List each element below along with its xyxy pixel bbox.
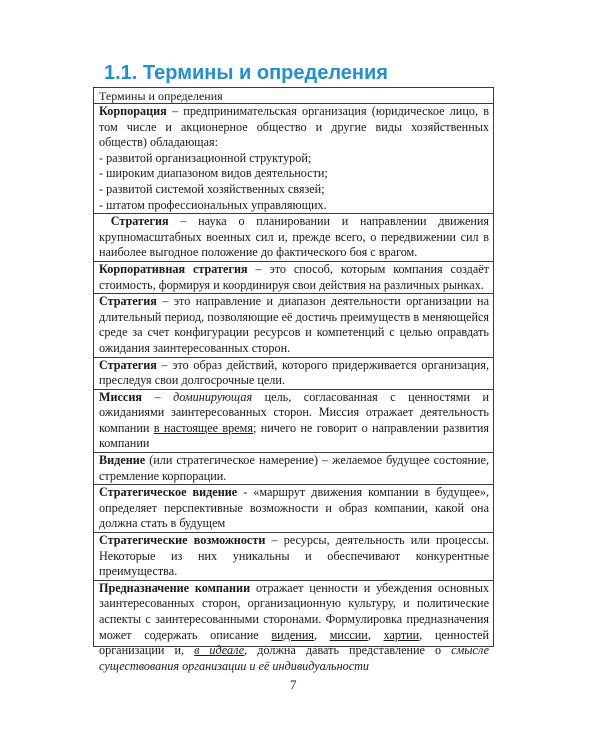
table-header: Термины и определения — [94, 88, 493, 104]
term-title: Стратегия — [99, 294, 157, 309]
term-row-strategic-vision — [94, 485, 493, 533]
term-definition: , должна давать представление о — [244, 643, 452, 658]
term-row-mission — [94, 390, 493, 453]
term-definition: , ценностей организации и, — [99, 627, 490, 658]
term-definition: – — [141, 389, 174, 404]
link-vision[interactable]: видения — [271, 627, 314, 642]
term-definition: – это образ действий, которого придерживается организация, преследуя свои долгосрочные цели. — [99, 357, 489, 388]
term-row-strategy-military — [94, 214, 493, 262]
section-heading: 1.1. Термины и определения — [104, 62, 388, 84]
terms-table — [93, 87, 494, 673]
link-charter[interactable]: хартии — [383, 627, 420, 642]
term-definition: ; ничего не говорит о направлении развития компании — [99, 420, 489, 451]
corporation-features-list — [99, 151, 489, 213]
list-item: - широким диапазоном видов деятельности; — [99, 166, 328, 181]
term-definition: – это направление и диапазон деятельности организации на длительный период, позволяющие её достичь преимуществ в меняющейся среде за счет конфигурации ресурсов и компетенций с целью оправдать ожидания заинтересованных сторон. — [99, 294, 489, 355]
term-row-corporate-strategy — [94, 262, 493, 294]
term-definition: – ресурсы, деятельность или процессы. Некоторые из них уникальны и обеспечивают конкурентные преимущества. — [99, 533, 490, 579]
italic-emphasis: смысле существования организации и её индивидуальности — [99, 643, 489, 673]
term-row-corporation — [94, 104, 493, 214]
term-title: Стратегия — [99, 357, 157, 372]
term-definition: – предпринимательская организация (юридическое лицо, в том числе и акционерное общество и другие виды хозяйственных обществ) обладающая: — [99, 104, 489, 150]
term-definition: – это способ, которым компания создаёт стоимость, формируя и координируя свои действия на различных рынках. — [99, 261, 489, 292]
term-title: Корпорация — [99, 104, 167, 118]
term-title: Предназначение компании — [99, 580, 251, 595]
term-definition: (или стратегическое намерение) – желаемое будущее состояние, стремление корпорации. — [99, 453, 489, 483]
link-mission[interactable]: миссии — [329, 627, 368, 642]
list-item: - штатом профессиональных управляющих. — [99, 197, 327, 212]
term-row-strategy-pattern — [94, 358, 493, 390]
term-row-vision — [94, 453, 493, 485]
term-row-company-purpose — [94, 581, 493, 675]
list-item: - развитой системой хозяйственных связей; — [99, 181, 325, 196]
separator: , — [313, 627, 330, 642]
term-title: Видение — [99, 453, 146, 468]
italic-underlined-emphasis: в идеале — [194, 643, 245, 658]
term-row-strategy-direction — [94, 294, 493, 357]
page-number: 7 — [290, 677, 297, 692]
underlined-emphasis: в настоящее время — [153, 420, 253, 435]
term-title: Стратегия — [110, 214, 169, 229]
term-title: Корпоративная стратегия — [99, 261, 248, 276]
term-definition: – наука о планировании и направлении движения крупномасштабных военных сил и, прежде всего, о передвижении сил в наиболее выгодное положение до фактического боя с врагом. — [99, 214, 490, 260]
italic-emphasis: доминирующая — [173, 389, 253, 404]
separator: , — [367, 627, 384, 642]
term-title: Стратегическое видение — [99, 485, 238, 500]
term-definition: отражает ценности и убеждения основных заинтересованных сторон, организационную культуру, и политические аспекты с заинтересованными сторонами. Формулировка предназначения может содержать описание — [99, 580, 489, 642]
term-definition: цель, согласованная с ценностями и ожиданиями заинтересованных сторон. Миссия отражает деятельность компании — [99, 389, 490, 435]
term-title: Миссия — [99, 389, 142, 404]
term-row-strategic-capabilities — [94, 533, 493, 581]
list-item: - развитой организационной структурой; — [99, 150, 312, 165]
term-definition: - «маршрут движения компании в будущее», определяет перспективные возможности и образ компании, какой она должна стать в будущем — [99, 485, 489, 531]
term-title: Стратегические возможности — [99, 533, 266, 548]
